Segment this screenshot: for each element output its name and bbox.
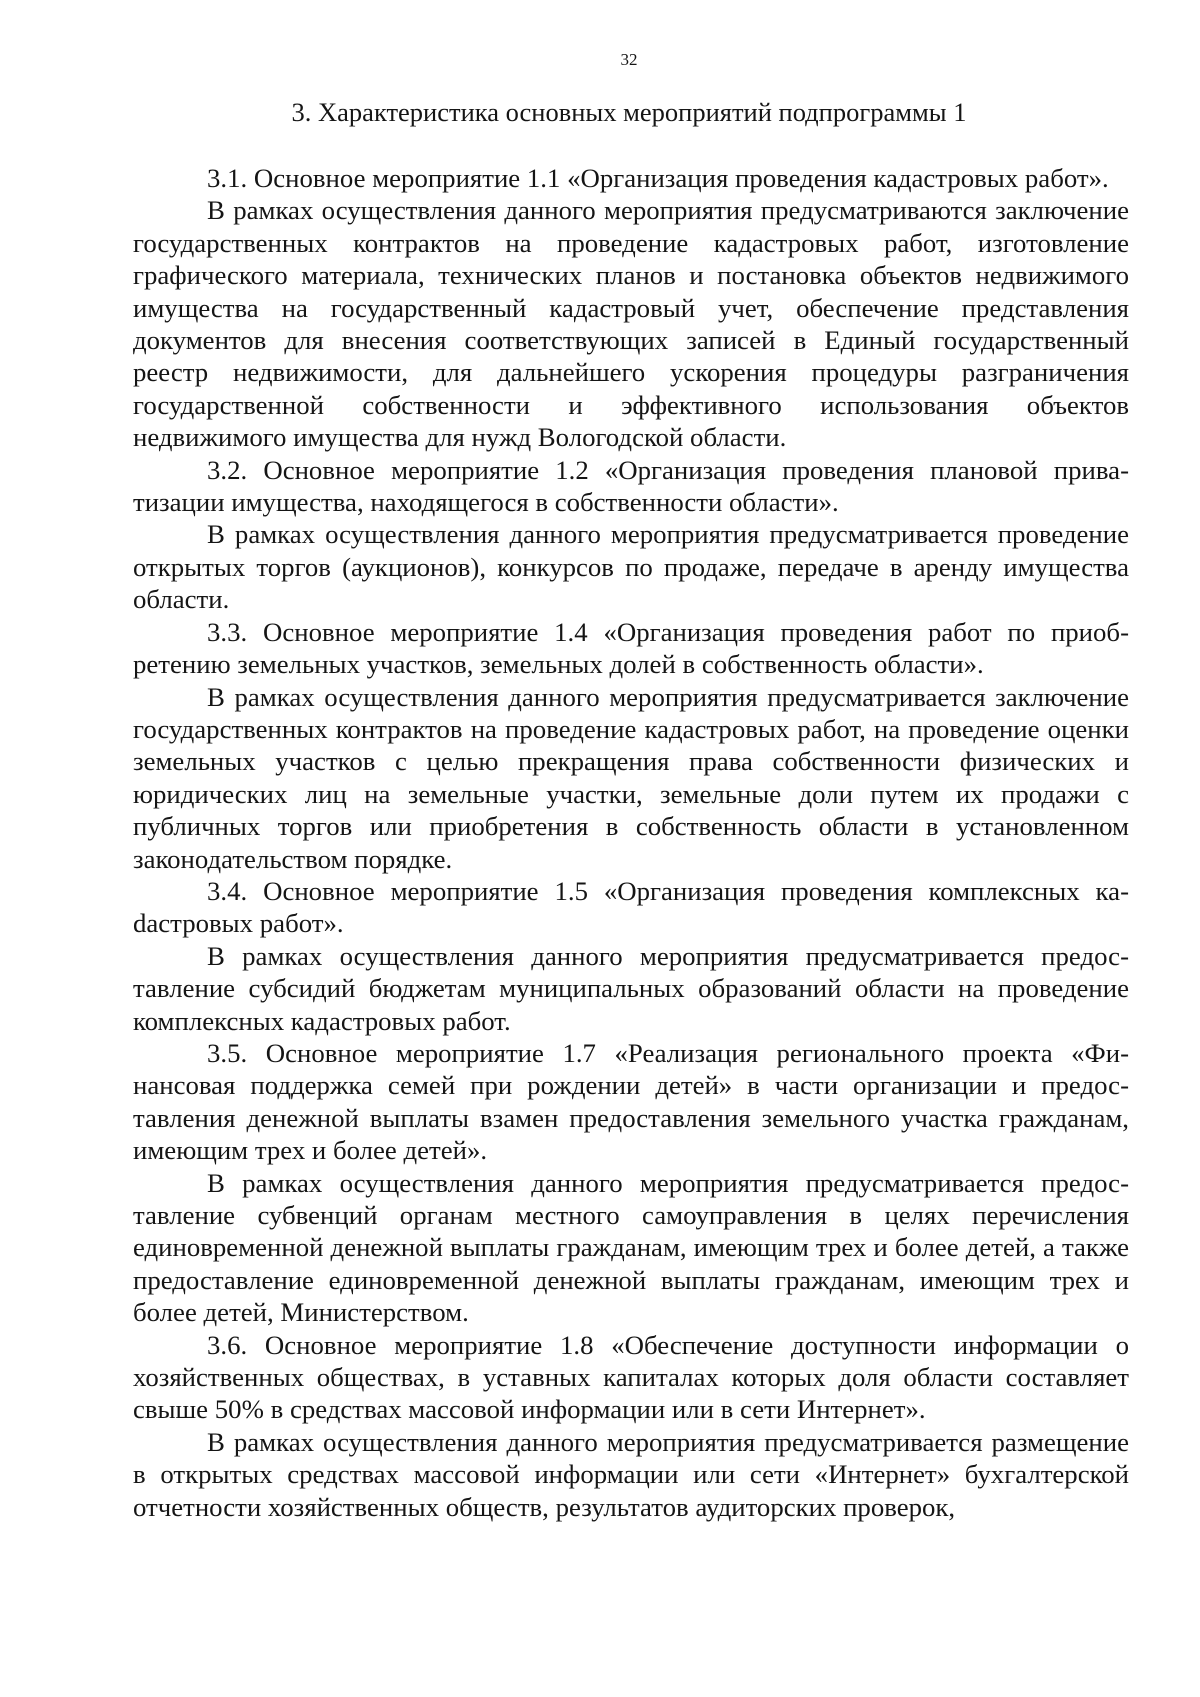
paragraph-3-1-body: В рамках осуществления данного мероприятия предусматриваются заключение государственных контрактов на проведение кадастровых работ, изготовление графического материала, технических планов и постановка объектов недвижимого имущества на государственный кадастровый учет, обеспечение представления документов для внесения соответствующих записей в Единый государственный реестр недвижимости, для дальнейшего ускорения процедуры разграничения государственной собственности и эффективного использования объектов недвижимого имущества для нужд Вологодской области. [133,195,1129,453]
paragraph-3-2-heading: 3.2. Основное мероприятие 1.2 «Организация проведения плановой приватизации имущества, находящегося в собственности области». [133,454,1129,518]
paragraph-3-3-body: В рамках осуществления данного мероприятия предусматривается заключение государственных контрактов на проведение кадастровых работ, на проведение оценки земельных участков с целью прекращения права собственности физических и юридических лиц на земельные участки, земельные доли путем их продажи с публичных торгов или приобретения в собственность области в установленном законодательством порядке. [133,681,1129,874]
paragraph-3-2-body: В рамках осуществления данного мероприятия предусматривается проведение открытых торгов (аукционов), конкурсов по продаже, передаче в аренду имущества области. [133,519,1129,615]
section-title: 3. Характеристика основных мероприятий подпрограммы 1 [291,97,967,127]
paragraph-3-5-heading: 3.5. Основное мероприятие 1.7 «Реализация регионального проекта «Финансовая поддержка семей при рождении детей» в части организации и предоставления денежной выплаты взамен предоставления земельного участка гражданам, имеющим трех и более детей». [133,1037,1129,1166]
paragraph-3-3-heading: 3.3. Основное мероприятие 1.4 «Организация проведения работ по приобретению земельных участков, земельных долей в собственность области». [133,616,1129,680]
paragraph-3-4-heading: 3.4. Основное мероприятие 1.5 «Организация проведения комплексных каdастровых работ». [133,875,1129,939]
paragraph-3-5-body: В рамках осуществления данного мероприятия предусматривается предоставление субвенций органам местного самоуправления в целях перечисления единовременной денежной выплаты гражданам, имеющим трех и более детей, а также предоставление единовременной денежной выплаты гражданам, имеющим трех и более детей, Министерством. [133,1167,1129,1328]
paragraph-3-6-body: В рамках осуществления данного мероприятия предусматривается размещение в открытых средствах массовой информации или сети «Интернет» бухгалтерской отчетности хозяйственных обществ, результатов аудиторских проверок, [133,1426,1129,1522]
page-number: 32 [620,50,638,69]
paragraph-3-4-body: В рамках осуществления данного мероприятия предусматривается предоставление субсидий бюджетам муниципальных образований области на проведение комплексных кадастровых работ. [133,940,1129,1036]
paragraph-3-6-heading: 3.6. Основное мероприятие 1.8 «Обеспечение доступности информации о хозяйственных обществах, в уставных капиталах которых доля области составляет свыше 50% в средствах массовой информации или в сети Интернет». [133,1329,1129,1425]
body-text [133,162,1129,1523]
paragraph-3-1-heading: 3.1. Основное мероприятие 1.1 «Организация проведения кадастровых работ». [207,163,1109,193]
